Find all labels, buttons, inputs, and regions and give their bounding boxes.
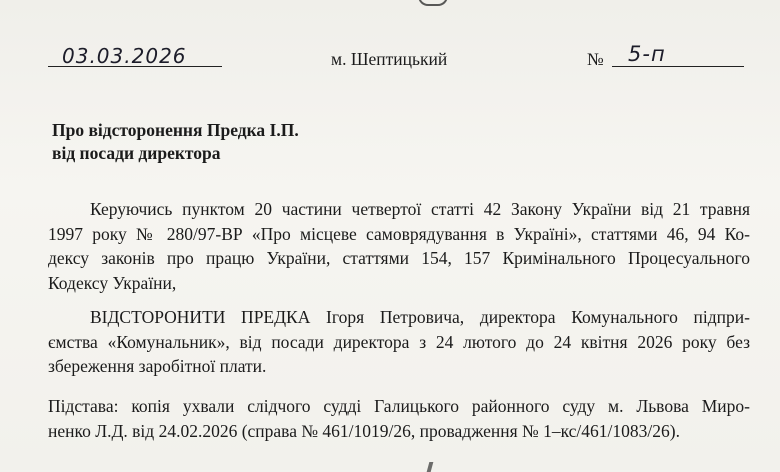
document-title-line-1: Про відсторонення Предка І.П. xyxy=(52,120,299,140)
paragraph-line: Підстава: копія ухвали слідчого судді Галицького районного суду м. Львова Миро- xyxy=(48,396,750,416)
paragraph-line: ВІДСТОРОНИТИ ПРЕДКА Ігоря Петровича, директора Комунального підпри- xyxy=(90,307,750,327)
paragraph-line: Керуючись пунктом 20 частини четвертої статті 42 Закону України від 21 травня xyxy=(90,199,750,219)
number-underline xyxy=(612,66,744,67)
city-label: м. Шептицький xyxy=(331,49,448,69)
paragraph-line: Кодексу України, xyxy=(48,272,177,293)
paragraph-line: ненко Л.Д. від 24.02.2026 (справа № 461/1019/26, провадження № 1–кс/461/1083/26). xyxy=(48,420,680,441)
paragraph-grounds xyxy=(48,394,750,443)
handwritten-number: 5-п xyxy=(628,42,666,66)
paragraph-legal-basis xyxy=(48,197,750,295)
paragraph-order xyxy=(48,305,750,379)
signature-stroke-fragment xyxy=(427,462,434,472)
paragraph-line: дексу законів про працю України, статтями 154, 157 Кримінального Процесуального xyxy=(48,248,750,268)
paragraph-line: збереження заробітної плати. xyxy=(48,356,267,376)
emblem-fragment xyxy=(418,0,448,6)
document-title-line-2: від посади директора xyxy=(52,143,221,163)
paragraph-line: ємства «Комунальник», від посади директора з 24 лютого до 24 квітня 2026 року без xyxy=(48,331,750,352)
paragraph-line: 1997 року № 280/97-ВР «Про місцеве самоврядування в Україні», статтями 46, 94 Ко- xyxy=(48,223,750,244)
number-label: № xyxy=(587,49,604,69)
handwritten-date: 03.03.2026 xyxy=(62,44,187,68)
